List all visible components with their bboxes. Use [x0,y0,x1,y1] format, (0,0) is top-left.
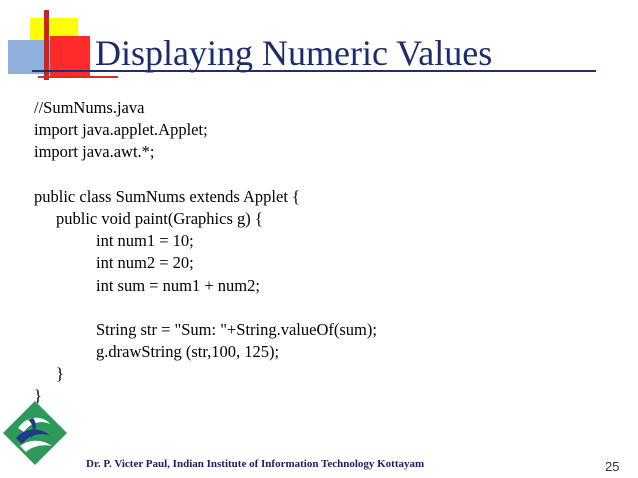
code-line: int sum = num1 + num2; [96,275,260,295]
slide-title: Displaying Numeric Values [95,33,493,73]
decor-red-horizontal-line [38,76,118,78]
code-line: public class SumNums extends Applet { [34,186,300,206]
code-line: int num1 = 10; [96,231,194,251]
code-line: } [56,364,64,384]
code-line: g.drawString (str,100, 125); [96,342,280,362]
code-line: } [34,386,42,406]
code-line: public void paint(Graphics g) { [56,208,263,228]
footer-author: Dr. P. Victer Paul, Indian Institute of Information Technology Kottayam [86,458,425,470]
code-line [34,164,377,186]
code-line [34,297,377,319]
page-number: 25 [605,459,620,474]
code-line: //SumNums.java [34,98,145,117]
code-line: import java.applet.Applet; [34,120,208,140]
code-block [34,97,377,408]
code-line: import java.awt.*; [34,142,155,162]
institute-logo-icon [0,398,70,468]
code-line: int num2 = 20; [96,253,194,273]
code-line: String str = "Sum: "+String.valueOf(sum); [96,319,377,339]
